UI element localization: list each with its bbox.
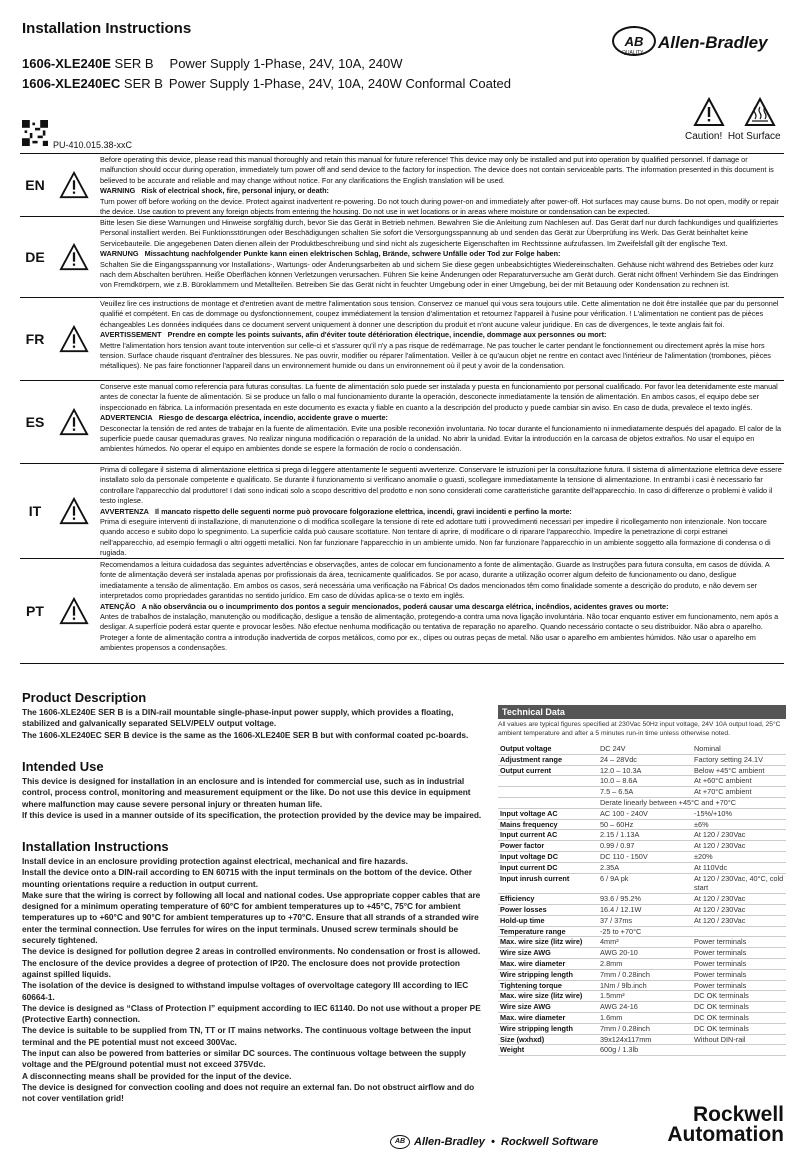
tech-note: Power terminals — [692, 958, 786, 969]
tech-value: -25 to +70°C — [598, 926, 692, 937]
tech-note: DC OK terminals — [692, 1002, 786, 1013]
tech-value: 6 / 9A pk — [598, 873, 692, 894]
tech-note: At 120 / 230Vac — [692, 915, 786, 926]
tech-row — [498, 1002, 786, 1013]
lang-row-en — [20, 154, 784, 217]
tech-row — [498, 808, 786, 819]
tech-row — [498, 958, 786, 969]
tech-note: Power terminals — [692, 948, 786, 959]
warning-heading: Prendre en compte les points suivants, afin d'éviter toute détérioration électrique, incendie, dommage aux personnes ou mort: — [167, 330, 607, 340]
paragraph: The device is suitable to be supplied from TN, TT or IT mains networks. The continuous voltage between the input terminal and the PE potential must not exceed 300Vac. — [22, 1025, 472, 1047]
tech-row — [498, 841, 786, 852]
paragraph: A disconnecting means shall be provided for the input of the device. — [22, 1070, 292, 1081]
tech-row — [498, 754, 786, 765]
tech-note: At 120 / 230Vac — [692, 904, 786, 915]
warning-label: AVERTISSEMENT — [100, 330, 162, 340]
warning-details: Desconectar la tensión de red antes de trabajar en la fuente de alimentación. Evite una posible reconexión involuntaria. No tocar durante el funcionamiento ni inmediatamente después del apagado. El calor de la superficie puede causar quemaduras graves. No realizar ninguna modificación o reparación de la unidad. No abrir la unidad. Evitar la introducción en la carcasa de objetos extraños. No usar el equipo en ambientes húmedos. No operar el equipo en ambientes donde se espere la formación de rocío o condensación. — [100, 423, 782, 454]
tech-value: 2.35A — [598, 862, 692, 873]
tech-key: Input voltage AC — [498, 808, 598, 819]
paragraph: Install device in an enclosure providing protection against electrical, mechanical and fire hazards. — [22, 856, 408, 866]
tech-value: 7.5 – 6.5A — [598, 787, 692, 798]
warning-text — [98, 381, 784, 463]
tech-value: 37 / 37ms — [598, 915, 692, 926]
tech-key: Power losses — [498, 904, 598, 915]
tech-note: Power terminals — [692, 969, 786, 980]
tech-value: 12.0 – 10.3A — [598, 765, 692, 776]
tech-key: Temperature range — [498, 926, 598, 937]
model-revision: SER B — [110, 56, 154, 71]
tech-key: Input current AC — [498, 830, 598, 841]
product-line-1 — [22, 56, 402, 71]
tech-row — [498, 744, 786, 754]
language-code: PT — [26, 603, 44, 619]
warning-heading: A não observância ou o incumprimento dos pontos a seguir mencionados, poderá causar uma descarga elétrica, incêndios, acidentes graves ou morte: — [141, 601, 669, 611]
tech-row — [498, 1023, 786, 1034]
tech-key — [498, 787, 598, 798]
tech-value: AWG 24-16 — [598, 1002, 692, 1013]
automation-word: Automation — [667, 1123, 784, 1146]
tech-key: Max. wire diameter — [498, 1012, 598, 1023]
tech-row — [498, 851, 786, 862]
language-code: IT — [28, 503, 42, 519]
warning-text — [98, 464, 784, 558]
footer-separator: • — [491, 1135, 495, 1148]
rockwell-automation-logo — [634, 1105, 784, 1145]
tech-row — [498, 830, 786, 841]
tech-note: At +70°C ambient — [692, 787, 786, 798]
tech-row — [498, 991, 786, 1002]
technical-data-header: Technical Data — [498, 705, 786, 719]
model-number: 1606-XLE240E — [22, 56, 111, 71]
paragraph: The 1606-XLE240EC SER B device is the same as the 1606-XLE240E SER B but with conformal coated pc-boards. — [22, 729, 469, 740]
tech-value: 1.6mm — [598, 1012, 692, 1023]
warning-heading: Risk of electrical shock, fire, personal injury, or death: — [141, 186, 329, 196]
tech-value: 1.5mm² — [598, 991, 692, 1002]
tech-key: Mains frequency — [498, 819, 598, 830]
intro-text: Veuillez lire ces instructions de montage et d'entretien avant de mettre l'alimentation sous tension. Conservez ce manuel qui vous sera toujours utile. Cette alimentation ne doit être installée que par du personnel qualifié et compétent. En cas de dommage ou dysfonctionnement, coupez immédiatement la tension d'alimentation et retournez l'appareil à l'usine pour vérification. ! L'alimentation ne contient pas de pièces échangeables Les données indiquées dans ce document servent uniquement à donner une description du produit et n'ont aucune valeur juridique. En cas de divergences, le texte anglais fait foi. — [100, 299, 779, 329]
tech-note: DC OK terminals — [692, 1023, 786, 1034]
warning-details: Antes de trabalhos de instalação, manutenção ou modificação, desligue a tensão de alimentação, protegendo-a contra uma nova ligação involuntária. Não tocar enquanto estiver em funcionamento, nem após a desligar. A superfície poderá estar quente e provocar lesões. Não efectue nenhuma modificação ou tentativa de reparação no aparelho. Quando necessário contacte o seu distribuidor. Não abra o aparelho. Proteger a fonte de alimentação contra a introdução inadvertida de corpos metálicos, como por ex., clipes ou outras peças de metal. Não usar o aparelho em ambientes húmidos. Não usar o aparelho em ambientes propensos a condensações. — [100, 612, 779, 653]
tech-row — [498, 980, 786, 991]
warning-text — [98, 559, 784, 663]
caution-label: Caution! — [685, 131, 723, 142]
tech-value: AC 100 - 240V — [598, 808, 692, 819]
tech-row — [498, 765, 786, 776]
installation-title: Installation Instructions — [22, 839, 169, 854]
tech-key: Max. wire size (litz wire) — [498, 937, 598, 948]
tech-note: Factory setting 24.1V — [692, 754, 786, 765]
tech-value: 7mm / 0.28inch — [598, 1023, 692, 1034]
intended-use-body — [22, 776, 484, 821]
tech-note — [692, 926, 786, 937]
paragraph: The isolation of the device is designed to withstand impulse voltages of overvoltage category III according to IEC 60664-1. — [22, 980, 469, 1002]
lang-warning-cell — [50, 464, 98, 558]
footer-allen-bradley: Allen-Bradley — [414, 1135, 485, 1148]
tech-key: Adjustment range — [498, 754, 598, 765]
paragraph: Make sure that the wiring is correct by following all local and national codes. Use appropriate copper cables that are designed for a minimum operating temperature of 60°C for ambient temperatures up to +45°C, 75°C for ambient temperatures up to +60°C and 90°C for ambient temperatures up to +70°C. Ensure that all strands of a stranded wire enter the terminal connection. Use ferrules for wires on the input terminals. Unused screw terminals should be securely tightened. — [22, 889, 481, 946]
tech-key: Hold-up time — [498, 915, 598, 926]
lang-row-es — [20, 381, 784, 464]
tech-note: Power terminals — [692, 980, 786, 991]
tech-note: ±6% — [692, 819, 786, 830]
tech-note: -15%/+10% — [692, 808, 786, 819]
product-line-2 — [22, 76, 511, 91]
tech-row — [498, 969, 786, 980]
warning-heading: Il mancato rispetto delle seguenti norme può provocare folgorazione elettrica, incendi, gravi incidenti e perfino la morte: — [155, 506, 572, 516]
product-description-title: Product Description — [22, 690, 147, 705]
tech-note: DC OK terminals — [692, 991, 786, 1002]
qr-code-icon — [22, 120, 48, 146]
tech-note: Without DIN-rail — [692, 1034, 786, 1045]
lang-warning-cell — [50, 154, 98, 216]
warning-triangle-icon — [59, 497, 89, 525]
warning-label: WARNUNG — [100, 249, 139, 259]
warning-text — [98, 154, 784, 216]
tech-value: 10.0 – 8.6A — [598, 776, 692, 787]
rockwell-word: Rockwell — [692, 1103, 784, 1126]
paragraph: The 1606-XLE240E SER B is a DIN-rail mountable single-phase-input power supply, which provides a floating, stabilized and galvanically separated SELV/PELV output voltage. — [22, 707, 454, 729]
tech-value: 39x124x117mm — [598, 1034, 692, 1045]
model-description: Power Supply 1-Phase, 24V, 10A, 240W — [169, 56, 403, 71]
hot-surface-icon — [744, 97, 776, 127]
tech-key: Input inrush current — [498, 873, 598, 894]
allen-bradley-mini-logo: AB — [390, 1135, 410, 1149]
warning-heading: Missachtung nachfolgender Punkte kann einen elektrischen Schlag, Brände, schwere Unfälle oder Tod zur Folge haben: — [144, 249, 561, 259]
tech-value: 50 – 60Hz — [598, 819, 692, 830]
tech-value: 2.15 / 1.13A — [598, 830, 692, 841]
tech-key: Power factor — [498, 841, 598, 852]
tech-note: Power terminals — [692, 937, 786, 948]
tech-value: 1Nm / 9lb.inch — [598, 980, 692, 991]
tech-key: Input current DC — [498, 862, 598, 873]
warning-label: ATENÇÃO — [100, 601, 136, 611]
language-code: ES — [25, 414, 45, 430]
tech-row — [498, 797, 786, 808]
tech-note: Below +45°C ambient — [692, 765, 786, 776]
language-code: DE — [25, 249, 45, 265]
warning-label: WARNING — [100, 186, 136, 196]
lang-row-de — [20, 217, 784, 298]
paragraph: The enclosure of the device provides a degree of protection of IP20. The enclosure does not provide protection against spilled liquids. — [22, 957, 460, 979]
tech-key — [498, 776, 598, 787]
tech-value: 600g / 1.3lb — [598, 1045, 692, 1056]
tech-row — [498, 948, 786, 959]
paragraph: Install the device onto a DIN-rail according to EN 60715 with the input terminals on the bottom of the device. Other mounting orientations require a reduction in output current. — [22, 867, 472, 889]
paragraph: If this device is used in a manner outside of its specification, the protection provided by the device may be impaired. — [22, 809, 482, 820]
lang-warning-cell — [50, 217, 98, 297]
lang-row-pt — [20, 559, 784, 664]
footer-rockwell-software: Rockwell Software — [501, 1135, 599, 1148]
lang-warning-cell — [50, 298, 98, 380]
warning-label: AVVERTENZA — [100, 506, 149, 516]
tech-key: Size (wxhxd) — [498, 1034, 598, 1045]
paragraph: This device is designed for installation in an enclosure and is intended for commercial use, such as in industrial control, process control, monitoring and measurement equipment or the like. Do not use this device in equipment where malfunction may cause severe personal injury or threaten human life. — [22, 776, 471, 809]
tech-key: Output voltage — [498, 744, 598, 754]
hot-surface-label: Hot Surface — [727, 131, 781, 142]
tech-row — [498, 937, 786, 948]
lang-row-fr — [20, 298, 784, 381]
paragraph: The device is designed as “Class of Protection I” equipment according to IEC 61140. Do not use without a proper PE (Protective Earth) connection. — [22, 1002, 481, 1025]
model-number: 1606-XLE240EC — [22, 76, 121, 91]
lang-warning-cell — [50, 381, 98, 463]
warning-triangle-icon — [59, 597, 89, 625]
tech-note: Nominal — [692, 744, 786, 754]
intro-text: Conserve este manual como referencia para futuras consultas. La fuente de alimentación solo puede ser instalada y puesta en funcionamiento por personal cualificado. Por favor lea detenidamente este manual antes de conectar la fuente de alimentación. Si se produce un fallo o mal funcionamiento durante la operación, desconecte inmediatamente la tensión de alimentación. En ambos casos, el equipo debe ser inspeccionado en fábrica. La información presentada en este documento es exacta y fiable en cuanto a la descripción del producto y puede cambiar sin aviso. En caso de duda, prevalece el texto inglés. — [100, 382, 778, 412]
caution-labels — [685, 131, 781, 142]
intro-text: Recomendamos a leitura cuidadosa das seguintes advertências e observações, antes de colocar em funcionamento a fonte de alimentação. Guarde as Instruções para futura consulta, em casos de dúvida. A fonte de alimentação deverá ser instalada apenas por profissionais da área, tecnicamente qualificados. Se por acaso, durante a utilização ocorrer algum defeito de funcionamento ou dano, desligue imediatamente a tensão de alimentação. Em ambos os casos, será necessária uma verificação na Fábrica! Os dados mencionados têm como finalidade somente a descrição do produto, e não devem ser interpretados como propriedades garantidas no sentido jurídico. Em caso de dúvidas aplica-se o texto em inglês. — [100, 560, 770, 601]
paragraph: The device is designed for pollution degree 2 areas in controlled environments. No condensation or frost is allowed. — [22, 946, 481, 957]
tech-row — [498, 894, 786, 905]
tech-value: 0.99 / 0.97 — [598, 841, 692, 852]
tech-key: Input voltage DC — [498, 851, 598, 862]
paragraph: The device is designed for convection cooling and does not require an external fan. Do not obstruct airflow and do not cover ventilation grid! — [22, 1081, 475, 1104]
tech-value: 93.6 / 95.2% — [598, 894, 692, 905]
tech-note: At +60°C ambient — [692, 776, 786, 787]
tech-row — [498, 915, 786, 926]
warning-details: Turn power off before working on the device. Protect against inadvertent re-powering. Do not touch during power-on and immediately after power-off. Hot surfaces may cause burns. Do not open, modify or repair the device. Use caution to prevent any foreign objects from entering the housing. Do not use in wet locations or in areas where moisture or condensation can be expected. — [100, 196, 779, 217]
tech-note: At 120 / 230Vac — [692, 841, 786, 852]
warning-triangle-icon — [59, 408, 89, 436]
warning-triangle-icon — [59, 243, 89, 271]
tech-key: Wire stripping length — [498, 1023, 598, 1034]
warning-triangle-icon — [59, 171, 89, 199]
language-code: FR — [25, 331, 45, 347]
installation-body — [22, 856, 484, 1105]
caution-triangle-icon — [693, 97, 725, 127]
tech-note: DC OK terminals — [692, 1012, 786, 1023]
tech-note: At 120 / 230Vac, 40°C, cold start — [692, 873, 786, 894]
language-code: EN — [25, 177, 45, 193]
warning-details: Schalten Sie die Eingangsspannung vor Installations-, Wartungs- oder Änderungsarbeiten ab und sichern Sie diese gegen unbeabsichtigtes Wiedereinschalten. Gehäuse nicht während des Betriebes oder kurz nach dem Abschalten berühren. Heiße Oberflächen können Verletzungen verursachen. Führen Sie keine Änderungen oder Reparaturversuche am Gerät durch. Gerät nicht öffnen! Verhindern Sie das Eindringen von Fremdkörpern, wie z.B. Büroklammern und Metallteilen. Betreiben Sie das Gerät nicht in feuchter Umgebung oder in einer Umgebung, bei der mit Betauung oder Kondensation zu rechnen ist. — [100, 259, 779, 290]
tech-row — [498, 873, 786, 894]
tech-value: DC 24V — [598, 744, 692, 754]
warning-details: Mettre l'alimentation hors tension avant toute intervention sur celle-ci et s'assurer qu'il n'y a pas risque de redémarrage. Ne pas toucher le carter pendant le fonctionnement ou directement après la mise hors tension. Surface chaude risquant d'entraîner des blessures. Ne pas ouvrir, modifier ou réparer l'alimentation. Veiller à ce qu'aucun objet ne rentre en contact avec l'intérieur de l'alimentation (trombones, pièces métalliques). Ne pas faire fonctionner l'appareil dans un environnement humide ou dans un environnement où il peut y avoir de la condensation. — [100, 340, 771, 371]
tech-key: Max. wire diameter — [498, 958, 598, 969]
model-description: Power Supply 1-Phase, 24V, 10A, 240W Conformal Coated — [168, 76, 511, 91]
tech-key: Weight — [498, 1045, 598, 1056]
tech-value: 4mm² — [598, 937, 692, 948]
warning-text — [98, 298, 784, 380]
tech-key: Efficiency — [498, 894, 598, 905]
tech-value: DC 110 - 150V — [598, 851, 692, 862]
warning-heading: Riesgo de descarga eléctrica, incendio, accidente grave o muerte: — [158, 413, 388, 423]
tech-key: Wire stripping length — [498, 969, 598, 980]
tech-row — [498, 926, 786, 937]
tech-key: Tightening torque — [498, 980, 598, 991]
warning-label: ADVERTENCIA — [100, 413, 153, 423]
tech-value: 2.8mm — [598, 958, 692, 969]
tech-row — [498, 1034, 786, 1045]
tech-row — [498, 787, 786, 798]
tech-value: 16.4 / 12.1W — [598, 904, 692, 915]
paragraph: The input can also be powered from batteries or similar DC sources. The continuous voltage between the supply voltage and the PE/ground potential must not exceed 375Vdc. — [22, 1048, 466, 1070]
logo-quality-text: QUALITY — [622, 50, 644, 56]
product-description-body — [22, 707, 484, 741]
tech-row — [498, 1012, 786, 1023]
technical-data-note: All values are typical figures specified at 230Vac 50Hz input voltage, 24V 10A output load, 25°C ambient temperature and after a 5 minutes run-in time unless otherwise noted. — [498, 721, 781, 737]
tech-key — [498, 797, 598, 808]
lang-warning-cell — [50, 559, 98, 663]
document-title: Installation Instructions — [22, 20, 192, 37]
tech-row — [498, 904, 786, 915]
tech-note: At 120 / 230Vac — [692, 830, 786, 841]
model-revision: SER B — [120, 76, 163, 91]
warning-details: Prima di eseguire interventi di installazione, di manutenzione o di modifica scollegare la tensione di rete ed adottare tutti i provvedimenti necessari per impedire il ricollegamento non intenzionale. Non toccare quando acceso e subito dopo lo spegnimento. La superficie calda può causare scottature. Non tentare di aprire, di modificare o di riparare l'apparecchio. Impedire la penetrazione di corpi estranei nell'apparecchio, ad esempio fermagli o altri oggetti metallici. Non far funzionare l'apparecchio in un ambiente umido. Non far funzionare l'apparecchio in un ambiente soggetto alla formazione di condensa o di rugiada. — [100, 517, 771, 558]
tech-value: Derate linearly between +45°C and +70°C — [598, 797, 786, 808]
tech-note: At 120 / 230Vac — [692, 894, 786, 905]
tech-key: Output current — [498, 765, 598, 776]
intro-text: Prima di collegare il sistema di alimentazione elettrica si prega di leggere attentamente le seguenti avvertenze. Conservare le istruzioni per la consultazione futura. Il sistema di alimentazione elettrica deve essere installato solo da personale competente e qualificato. Se durante il funzionamento si verificano anomalie o guasti, scollegare immediatamente la tensione di alimentazione. In entrambi i casi è necessario far controllare l'apparecchio dal produttore! I dati sono indicati solo a scopo descrittivo del prodotto e non sono considerati come caratteristiche garantite dell'apparecchio. In caso di differenze o problemi è valido il testo inglese. — [100, 465, 782, 506]
tech-key: Wire size AWG — [498, 948, 598, 959]
tech-value: 7mm / 0.28inch — [598, 969, 692, 980]
tech-note — [692, 1045, 786, 1056]
tech-value: AWG 20-10 — [598, 948, 692, 959]
tech-note: ±20% — [692, 851, 786, 862]
part-number: PU-410.015.38-xxC — [53, 140, 133, 150]
tech-row — [498, 862, 786, 873]
intro-text: Bitte lesen Sie diese Warnungen und Hinweise sorgfältig durch, bevor Sie das Gerät in Betrieb nehmen. Bewahren Sie die Anleitung zum Nachlesen auf. Das Gerät darf nur durch fachkundiges und qualifiziertes Personal installiert werden. Bei Funktionsstörungen oder Beschädigungen schalten Sie sofort die Versorgungsspannung ab und senden das Gerät zur Überprüfung ins Werk. Das Gerät beinhaltet keine Servicebauteile. Die angegebenen Daten dienen allein der Produktbeschreibung und sind nicht als zugesicherte Eigenschaften im Rechtssinne aufzufassen. Im Zweifelsfall gilt der englische Text. — [100, 218, 778, 248]
tech-key: Max. wire size (litz wire) — [498, 991, 598, 1002]
intro-text: Before operating this device, please read this manual thoroughly and retain this manual for future reference! This device may only be installed and put into operation by qualified personnel. If damage or malfunction should occur during operation, immediately turn power off and send device to the factory for inspection. The device does not contain serviceable parts. The information presented in this document is believed to be accurate and reliable and may change without notice. For any clarifications the English translation will be used. — [100, 155, 774, 185]
tech-key: Wire size AWG — [498, 1002, 598, 1013]
tech-row — [498, 776, 786, 787]
footer-brands — [390, 1135, 598, 1149]
brand-name: Allen-Bradley — [658, 33, 768, 52]
safety-warnings-table — [20, 153, 784, 664]
tech-note: At 110Vdc — [692, 862, 786, 873]
technical-data-table — [498, 744, 786, 1056]
lang-row-it — [20, 464, 784, 559]
warning-text — [98, 217, 784, 297]
tech-value: 24 – 28Vdc — [598, 754, 692, 765]
allen-bradley-logo: AB — [612, 26, 656, 56]
warning-triangle-icon — [59, 325, 89, 353]
intended-use-title: Intended Use — [22, 759, 104, 774]
tech-row — [498, 819, 786, 830]
tech-row — [498, 1045, 786, 1056]
